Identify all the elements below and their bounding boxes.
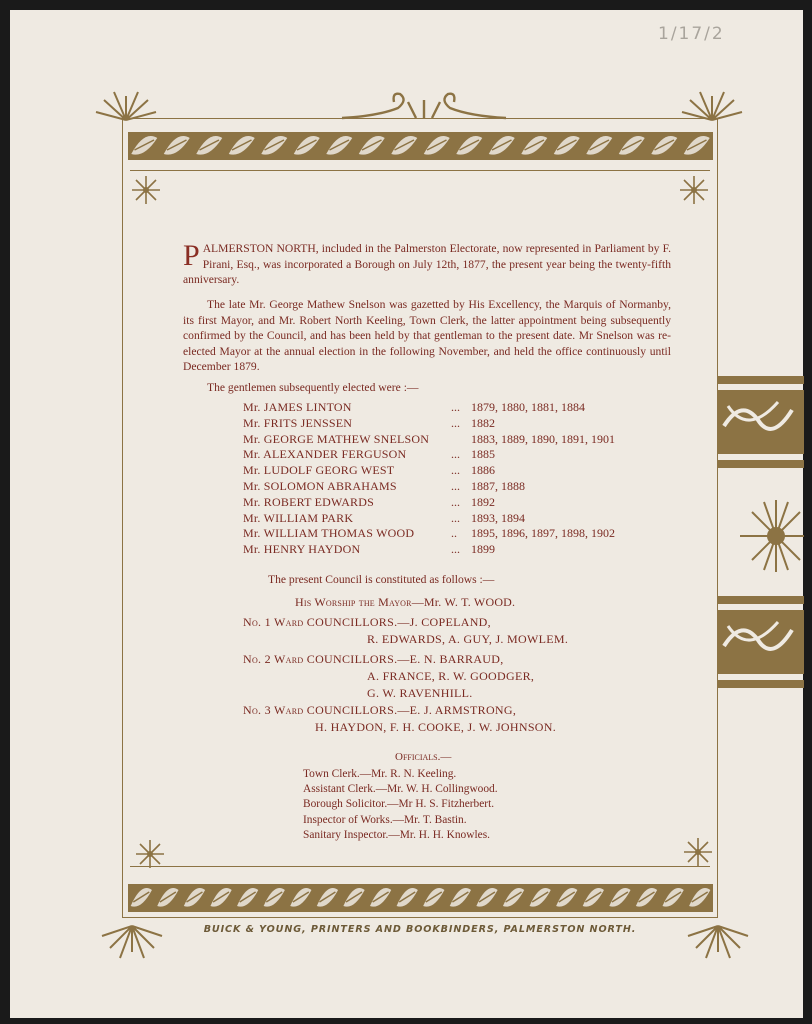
leader-dots: ... — [451, 400, 460, 414]
mayor-name: Mr. ALEXANDER FERGUSON — [243, 447, 407, 462]
star-flourish-tl — [132, 176, 160, 204]
mayor-years: 1899 — [471, 542, 495, 557]
ward-1-councillors — [243, 614, 568, 648]
leader-dots: ... — [451, 494, 460, 509]
ward-line: COUNCILLORS.—E. J. ARMSTRONG, — [306, 703, 517, 717]
official-item: Town Clerk.—Mr. R. N. Keeling. — [303, 768, 457, 780]
margin-star-ornament — [718, 498, 804, 574]
history-paragraph: The late Mr. George Mathew Snelson was gazetted by His Excellency, the Marquis of Normanby, its first Mayor, and Mr. Robert North Keeling, Town Clerk, the latter appointment being subsequently confirmed by the Council, and has been held by that gentleman to the present date. Mr Snelson was re-elected Mayor at the annual election in the following November, and held the office continuously until December 1879. — [183, 298, 671, 373]
mayor-name: Mr. FRITS JENSSEN — [243, 415, 353, 430]
mayor-row — [243, 495, 615, 511]
ward-line: H. HAYDON, F. H. COOKE, J. W. JOHNSON. — [315, 720, 557, 734]
mayor-years: 1885 — [471, 447, 495, 462]
mayor-name: Mr. ROBERT EDWARDS — [243, 494, 375, 509]
leader-dots: ... — [451, 478, 460, 493]
leader-dots: ... — [451, 463, 460, 478]
corner-palm-ornament-tl — [94, 86, 158, 122]
mayor-list — [243, 400, 615, 558]
drop-cap: P — [183, 239, 200, 272]
mayor-years: 1879, 1880, 1881, 1884 — [471, 400, 585, 414]
crest-scroll-ornament — [338, 90, 510, 120]
mayor-row — [243, 463, 615, 479]
leader-dots: ... — [451, 415, 460, 430]
mayor-row — [243, 479, 615, 495]
ward-label: No. 2 Ward — [243, 652, 304, 666]
mayor-years: 1893, 1894 — [471, 510, 525, 525]
star-flourish-br — [684, 838, 712, 866]
mayor-row — [243, 542, 615, 558]
mayor-years: 1887, 1888 — [471, 478, 525, 493]
officials-list — [303, 767, 498, 843]
mayor-name: Mr. LUDOLF GEORG WEST — [243, 463, 395, 478]
mayor-name: Mr. WILLIAM THOMAS WOOD — [243, 526, 415, 541]
bottom-leaf-band — [128, 880, 713, 916]
leader-dots: .. — [451, 526, 457, 541]
mayor-row — [243, 447, 615, 463]
official-item: Sanitary Inspector.—Mr. H. H. Knowles. — [303, 828, 490, 841]
mayor-years: 1886 — [471, 463, 495, 478]
star-flourish-tr — [680, 176, 708, 204]
intro-text: ALMERSTON NORTH, included in the Palmerston Electorate, now represented in Parliament by F. Pirani, Esq., was incorporated a Borough on July 12th, 1877, the present year being the twenty-fifth anniversary. — [183, 242, 671, 286]
officials-heading: Officials.— — [395, 751, 452, 763]
frame-rule-top — [130, 170, 710, 171]
mayor-row — [243, 416, 615, 432]
elected-heading: The gentlemen subsequently elected were :— — [207, 381, 419, 394]
mayor-name: Mr. GEORGE MATHEW SNELSON — [243, 431, 430, 446]
mayor-years: 1883, 1889, 1890, 1891, 1901 — [471, 431, 615, 446]
frame-rule-bottom — [130, 866, 710, 867]
mayor-worship-line — [295, 595, 515, 610]
official-item: Inspector of Works.—Mr. T. Bastin. — [303, 813, 467, 826]
mayor-name: Mr. WILLIAM PARK — [243, 510, 354, 525]
margin-ornament-lower — [718, 596, 804, 690]
ward-line: A. FRANCE, R. W. GOODGER, — [367, 669, 535, 683]
mayor-years: 1895, 1896, 1897, 1898, 1902 — [471, 526, 615, 541]
printer-imprint: BUICK & YOUNG, PRINTERS AND BOOKBINDERS, PALMERSTON NORTH. — [203, 924, 637, 935]
margin-ornament-upper — [718, 376, 804, 470]
mayor-name: Mr. JAMES LINTON — [243, 400, 352, 414]
ward-line: COUNCILLORS.—E. N. BARRAUD, — [306, 652, 504, 666]
official-item: Assistant Clerk.—Mr. W. H. Collingwood. — [303, 783, 498, 796]
ward-line: COUNCILLORS.—J. COPELAND, — [306, 615, 491, 629]
mayor-years: 1892 — [471, 494, 495, 509]
ward-line: G. W. RAVENHILL. — [367, 686, 473, 700]
ward-label: No. 1 Ward — [243, 615, 304, 629]
ward-2-councillors — [243, 651, 534, 702]
ward-3-councillors — [243, 702, 556, 736]
leader-dots: ... — [451, 542, 460, 557]
star-flourish-bl — [136, 840, 164, 868]
mayor-row — [243, 432, 615, 448]
leader-dots — [451, 432, 471, 448]
top-leaf-band — [128, 128, 713, 164]
ward-line: R. EDWARDS, A. GUY, J. MOWLEM. — [367, 632, 569, 646]
corner-palm-ornament-tr — [680, 86, 744, 122]
mayor-name: Mr. SOLOMON ABRAHAMS — [243, 478, 397, 493]
leader-dots: ... — [451, 447, 460, 462]
mayor-row — [243, 400, 615, 416]
mayor-years: 1882 — [471, 415, 495, 430]
leader-dots: ... — [451, 510, 460, 525]
worship-title: His Worship the Mayor — [295, 595, 412, 609]
mayor-row — [243, 511, 615, 527]
official-item: Borough Solicitor.—Mr H. S. Fitzherbert. — [303, 798, 495, 811]
pencil-annotation: 1/17/2 — [658, 24, 725, 44]
worship-name: —Mr. W. T. WOOD. — [411, 595, 516, 609]
mayor-row — [243, 526, 615, 542]
ward-label: No. 3 Ward — [243, 703, 304, 717]
council-heading: The present Council is constituted as follows :— — [268, 573, 495, 586]
intro-paragraph — [183, 241, 671, 288]
mayor-name: Mr. HENRY HAYDON — [243, 542, 361, 557]
